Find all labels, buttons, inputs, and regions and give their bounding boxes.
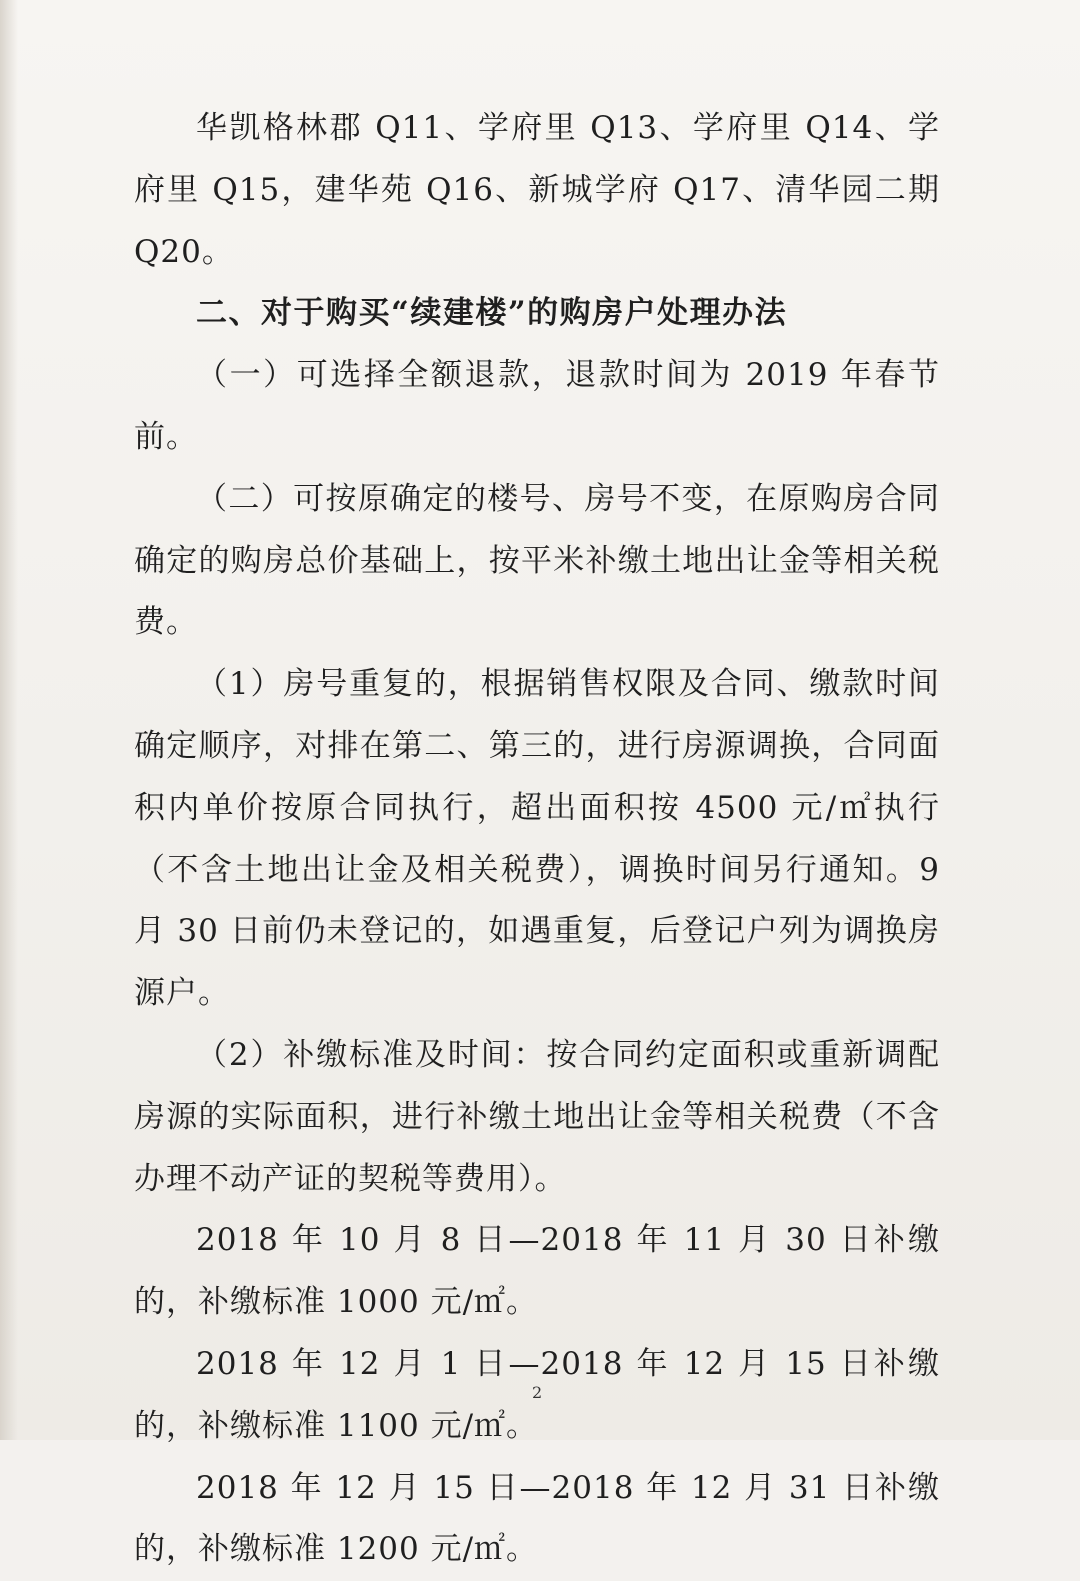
paragraph-payment-period-1: 2018 年 10 月 8 日—2018 年 11 月 30 日补缴的，补缴标准 1000 元/㎡。 (134, 1222, 940, 1321)
document-body (134, 98, 940, 1581)
page-edge-shadow (0, 0, 18, 1440)
paragraph-refund-option: （一）可选择全额退款，退款时间为 2019 年春节前。 (134, 357, 940, 455)
paragraph-duplicate-unit-rule: （1）房号重复的，根据销售权限及合同、缴款时间确定顺序，对排在第二、第三的，进行房源调换，合同面积内单价按原合同执行，超出面积按 4500 元/㎡执行（不含土地出让金及相关税费），调换时间另行通知。9 月 30 日前仍未登记的，如遇重复，后登记户列为调换房源户。 (134, 666, 940, 1012)
paragraph-payment-period-2: 2018 年 12 月 1 日—2018 年 12 月 15 日补缴的，补缴标准 1100 元/㎡。 (134, 1345, 940, 1444)
section-heading-handling-method: 二、对于购买“续建楼”的购房户处理办法 (196, 295, 788, 332)
paragraph-payment-period-3: 2018 年 12 月 15 日—2018 年 12 月 31 日补缴的，补缴标准 1200 元/㎡。 (134, 1469, 940, 1568)
paragraph-project-list: 华凯格林郡 Q11、学府里 Q13、学府里 Q14、学府里 Q15，建华苑 Q16、新城学府 Q17、清华园二期 Q20。 (134, 110, 940, 270)
paragraph-keep-unit-option: （二）可按原确定的楼号、房号不变，在原购房合同确定的购房总价基础上，按平米补缴土地出让金等相关税费。 (134, 480, 940, 641)
paragraph-payment-standard: （2）补缴标准及时间：按合同约定面积或重新调配房源的实际面积，进行补缴土地出让金等相关税费（不含办理不动产证的契税等费用）。 (134, 1036, 940, 1197)
page-number: 2 (532, 1383, 543, 1402)
